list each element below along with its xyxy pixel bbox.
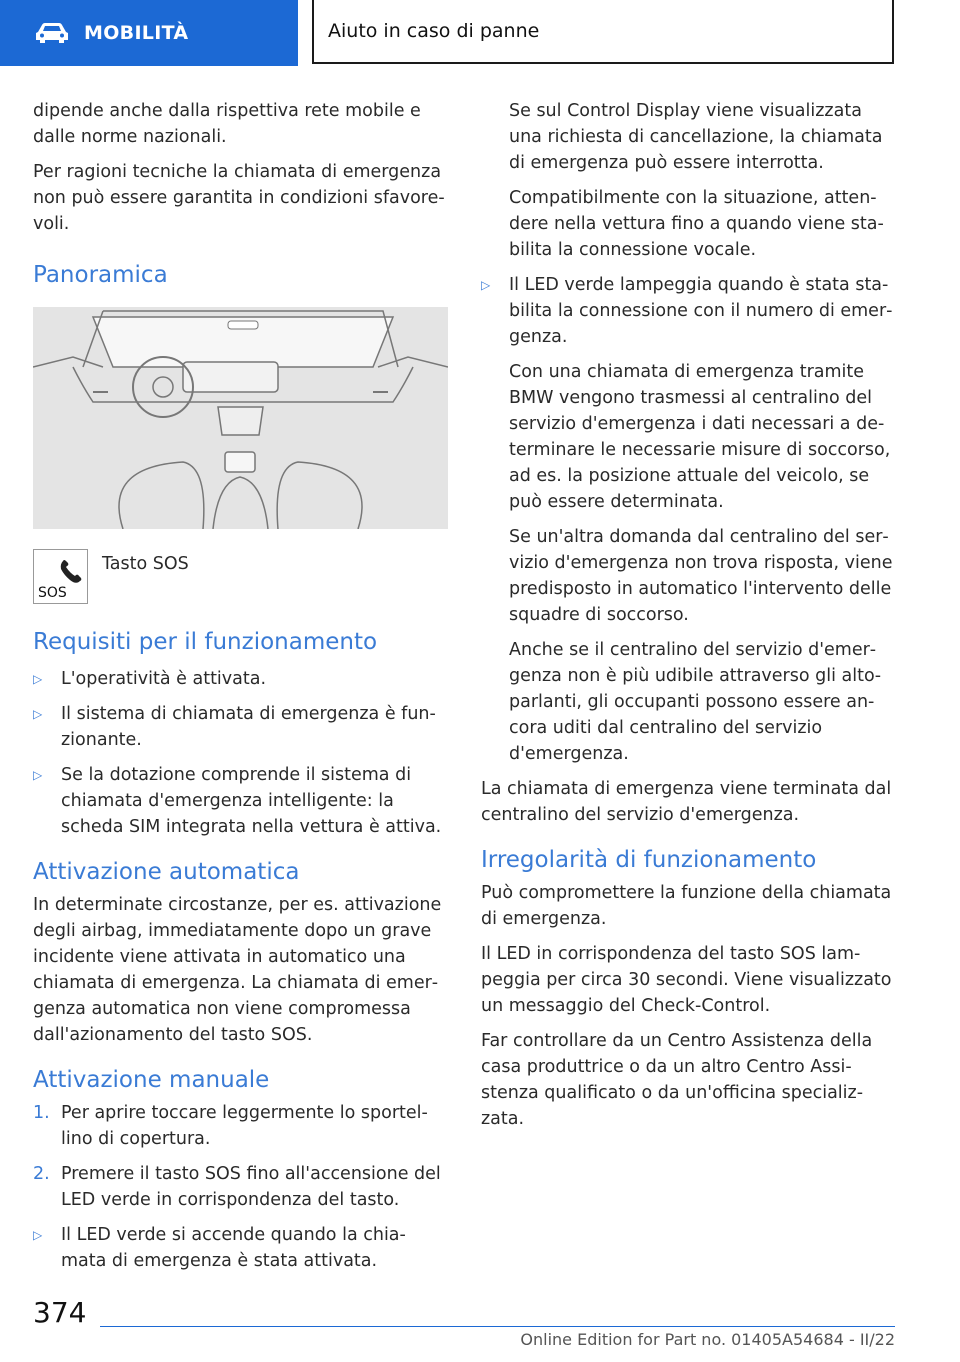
list-item: ▷ Il LED verde si accende quando la chia‐mata di emergenza è stata attivata.	[33, 1222, 451, 1274]
left-column	[33, 98, 451, 1283]
triangle-bullet-icon: ▷	[481, 278, 491, 292]
malfunction-text-2: Il LED in corrispondenza del tasto SOS lam‐peggia per circa 30 secondi. Viene visualizzato un messaggio del Check-Control.	[481, 944, 892, 1016]
occupants-heard-text: Anche se il centralino del servizio d'emer‐genza non è più udibile attraverso gli alto‐parlanti, gli occupanti possono essere an‐cora uditi dal centralino del servizio d'emergenza.	[509, 640, 882, 764]
triangle-bullet-icon: ▷	[33, 1228, 43, 1242]
list-item: ▷ L'operatività è attivata.	[33, 666, 451, 692]
cancel-request-text: Se sul Control Display viene visualizzata una richiesta di cancellazione, la chiamata di emergenza può essere interrotta.	[509, 101, 883, 173]
malfunction-heading: Irregolarità di funzionamento	[481, 847, 817, 873]
wait-text: Compatibilmente con la situazione, atten‐dere nella vettura fino a quando viene sta‐bilita la connessione vocale.	[509, 188, 884, 260]
list-item: ▷ Il LED verde lampeggia quando è stata sta‐bilita la connessione con il numero di emer‐genza.	[481, 272, 899, 350]
manual-result-list	[33, 1222, 451, 1274]
section-tab	[0, 0, 298, 66]
overview-heading: Panoramica	[33, 262, 168, 288]
malfunction-text-3: Far controllare da un Centro Assistenza della casa produttrice o da un altro Centro Assi‐stenza qualificato o da un'officina specializ‐zata.	[481, 1031, 873, 1129]
triangle-bullet-icon: ▷	[33, 707, 43, 721]
edition-text: Online Edition for Part no. 01405A54684 - II/22	[520, 1330, 895, 1349]
no-response-text: Se un'altra domanda dal centralino del ser‐vizio d'emergenza non trova risposta, viene predisposto in automatico l'intervento delle squadre di soccorso.	[509, 527, 893, 625]
triangle-bullet-icon: ▷	[33, 768, 43, 782]
sos-button-legend	[33, 549, 451, 604]
chapter-title: Aiuto in caso di panne	[328, 20, 540, 42]
chapter-header	[312, 0, 894, 64]
list-item: ▷ Se la dotazione comprende il sistema di chiamata d'emergenza intelligente: la scheda SIM integrata nella vettura è attiva.	[33, 762, 451, 840]
malfunction-text-1: Può compromettere la funzione della chiamata di emergenza.	[481, 883, 892, 929]
step-item: 2. Premere il tasto SOS fino all'accensione del LED verde in corrispondenza del tasto.	[33, 1164, 441, 1210]
car-interior-illustration	[33, 307, 448, 529]
car-icon	[34, 22, 70, 44]
requirements-list	[33, 666, 451, 840]
led-list	[481, 272, 899, 350]
triangle-bullet-icon: ▷	[33, 672, 43, 686]
manual-steps-list	[33, 1100, 451, 1213]
intro-paragraph-1: dipende anche dalla rispettiva rete mobile e dalle norme nazionali.	[33, 101, 421, 147]
section-label: MOBILITÀ	[84, 22, 189, 44]
sos-legend-label: Tasto SOS	[102, 554, 189, 574]
page-number: 374	[33, 1296, 87, 1329]
auto-activation-text: In determinate circostanze, per es. attivazione degli airbag, immediatamente dopo un grave incidente viene attivata in automatico una chiamata di emergenza. La chiamata di emer‐genza automatica non viene compromessa dall'azionamento del tasto SOS.	[33, 895, 442, 1045]
auto-activation-heading: Attivazione automatica	[33, 859, 300, 885]
list-item: ▷ Il sistema di chiamata di emergenza è fun‐zionante.	[33, 701, 451, 753]
step-item: 1. Per aprire toccare leggermente lo sportel‐lino di copertura.	[33, 1103, 428, 1149]
right-column	[481, 98, 899, 1141]
call-termination-text: La chiamata di emergenza viene terminata dal centralino del servizio d'emergenza.	[481, 779, 892, 825]
sos-icon-text: SOS	[38, 585, 67, 601]
requirements-heading: Requisiti per il funzionamento	[33, 629, 378, 655]
manual-activation-heading: Attivazione manuale	[33, 1067, 270, 1093]
intro-paragraph-2: Per ragioni tecniche la chiamata di emergenza non può essere garantita in condizioni sfavore‐voli.	[33, 162, 445, 234]
sos-phone-icon	[33, 549, 88, 604]
footer-divider	[100, 1326, 895, 1327]
data-transmission-text: Con una chiamata di emergenza tramite BMW vengono trasmessi al centralino del servizio d'emergenza i dati necessari a de‐terminare le necessarie misure di soccorso, ad es. la posizione attuale del veicolo, se può essere determinata.	[509, 362, 891, 512]
